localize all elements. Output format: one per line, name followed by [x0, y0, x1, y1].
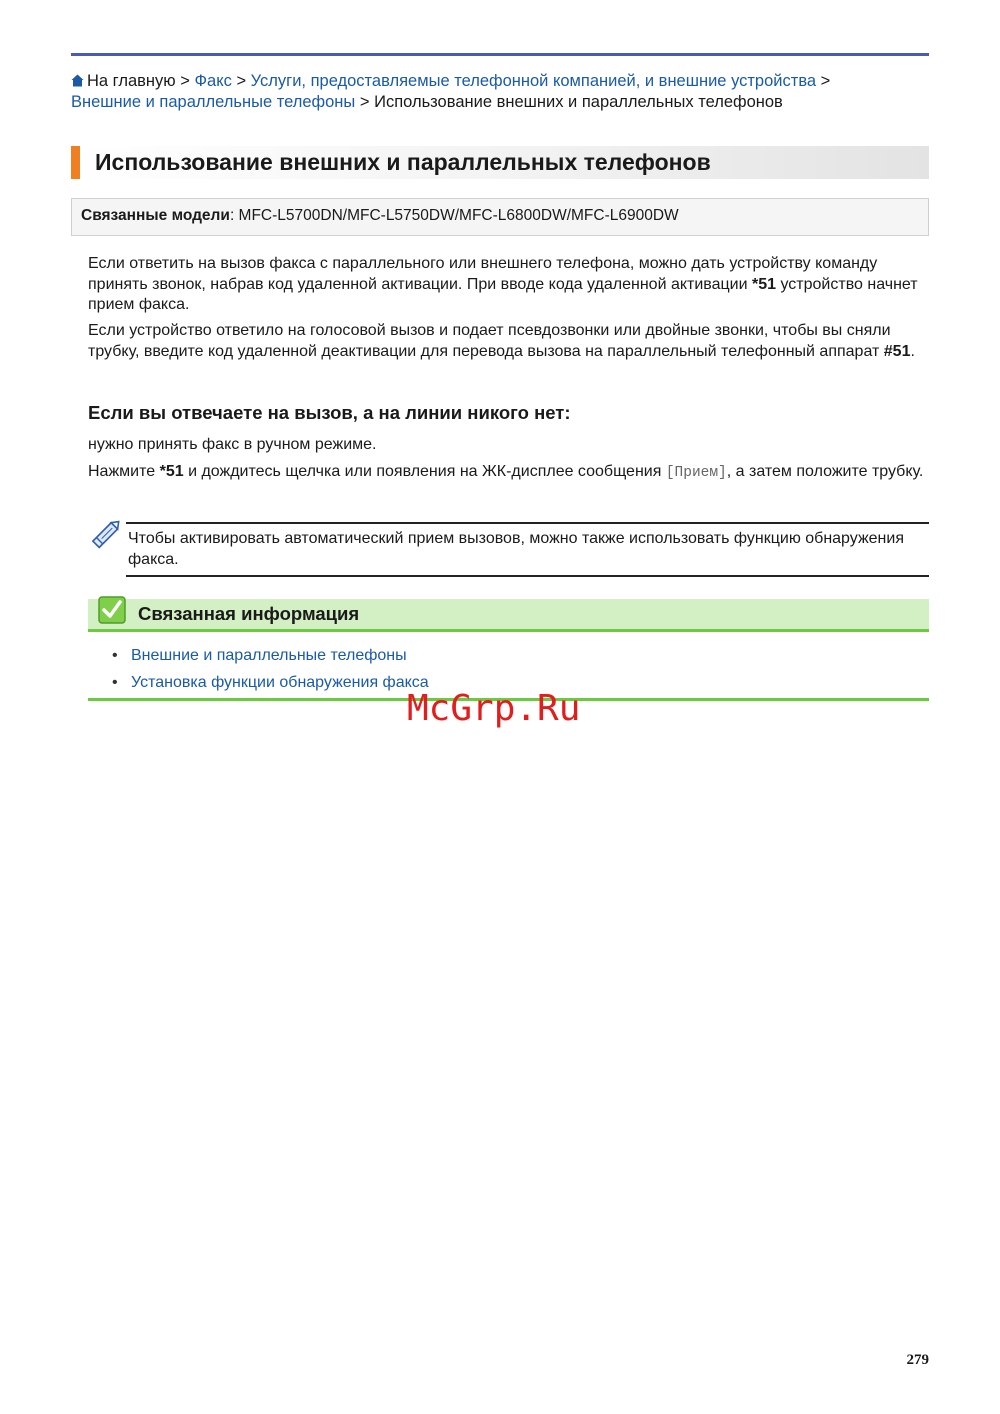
paragraph-text: .: [910, 342, 915, 360]
home-icon[interactable]: [71, 74, 84, 87]
paragraph-text: устройство начнет прием факса.: [88, 275, 918, 313]
related-models: [81, 207, 679, 225]
subheading: Если вы отвечаете на вызов, а на линии никого нет:: [88, 402, 571, 423]
breadcrumb-link-services[interactable]: Услуги, предоставляемые телефонной компанией, и внешние устройства: [250, 72, 817, 90]
paragraph-remote-deactivation: [88, 321, 924, 362]
activation-code: *51: [752, 275, 777, 293]
breadcrumb-current: Использование внешних и параллельных телефонов: [374, 93, 783, 111]
breadcrumb-separator: >: [820, 72, 831, 90]
activation-code: *51: [159, 463, 184, 480]
breadcrumb-separator: >: [236, 72, 247, 90]
lcd-message: [Прием]: [665, 465, 727, 481]
breadcrumb-separator: >: [359, 93, 370, 111]
related-info-header-rule: [88, 629, 929, 632]
page-number: 279: [906, 1352, 929, 1368]
deactivation-code: #51: [883, 342, 911, 360]
breadcrumb-link-fax[interactable]: Факс: [194, 72, 232, 90]
paragraph-remote-activation: [88, 254, 924, 316]
note-text: Чтобы активировать автоматический прием вызовов, можно также использовать функцию обнаружения факса.: [128, 530, 904, 568]
paragraph-text: Если ответить на вызов факса с параллельного или внешнего телефона, можно дать устройству команду принять звонок, набрав код удаленной активации. При вводе кода удаленной активации: [88, 255, 878, 293]
breadcrumb-link-ext-phones[interactable]: Внешние и параллельные телефоны: [71, 93, 356, 111]
related-models-value: : MFC-L5700DN/MFC-L5750DW/MFC-L6800DW/MFC-L6900DW: [229, 207, 679, 224]
paragraph-press-code: [88, 462, 924, 484]
top-rule: [71, 53, 929, 56]
bullet: •: [112, 674, 118, 691]
related-models-label: Связанные модели: [81, 207, 230, 224]
title-accent: [71, 146, 80, 179]
watermark: McGrp.Ru: [407, 688, 581, 729]
list-item: [112, 642, 429, 669]
related-link-fax-detect[interactable]: Установка функции обнаружения факса: [131, 674, 429, 691]
breadcrumb: [71, 71, 861, 113]
paragraph-text: Если устройство ответило на голосовой вызов и подает псевдозвонки или двойные звонки, чтобы вы сняли трубку, введите код удаленной деактивации для перевода вызова на параллельный телефонный аппарат: [88, 322, 891, 360]
note-bottom-rule: [126, 575, 929, 577]
list-item: [112, 669, 429, 696]
paragraph-manual-receive: нужно принять факс в ручном режиме.: [88, 436, 377, 453]
note-top-rule: [126, 522, 929, 524]
page-title: Использование внешних и параллельных телефонов: [95, 149, 711, 175]
paragraph-text: , а затем положите трубку.: [726, 463, 924, 480]
pencil-note-icon: [90, 517, 124, 551]
paragraph-text: и дождитесь щелчка или появления на ЖК-дисплее сообщения: [183, 463, 666, 480]
bullet: •: [112, 647, 118, 664]
related-models-box: [71, 198, 929, 236]
related-links-list: [112, 642, 429, 696]
paragraph-text: Нажмите: [88, 463, 160, 480]
related-info-title: Связанная информация: [138, 603, 360, 624]
breadcrumb-home[interactable]: На главную: [87, 72, 176, 90]
checkmark-icon: [98, 596, 126, 624]
related-link-ext-phones[interactable]: Внешние и параллельные телефоны: [131, 647, 407, 664]
breadcrumb-separator: >: [180, 72, 190, 90]
title-bar: [71, 146, 929, 179]
